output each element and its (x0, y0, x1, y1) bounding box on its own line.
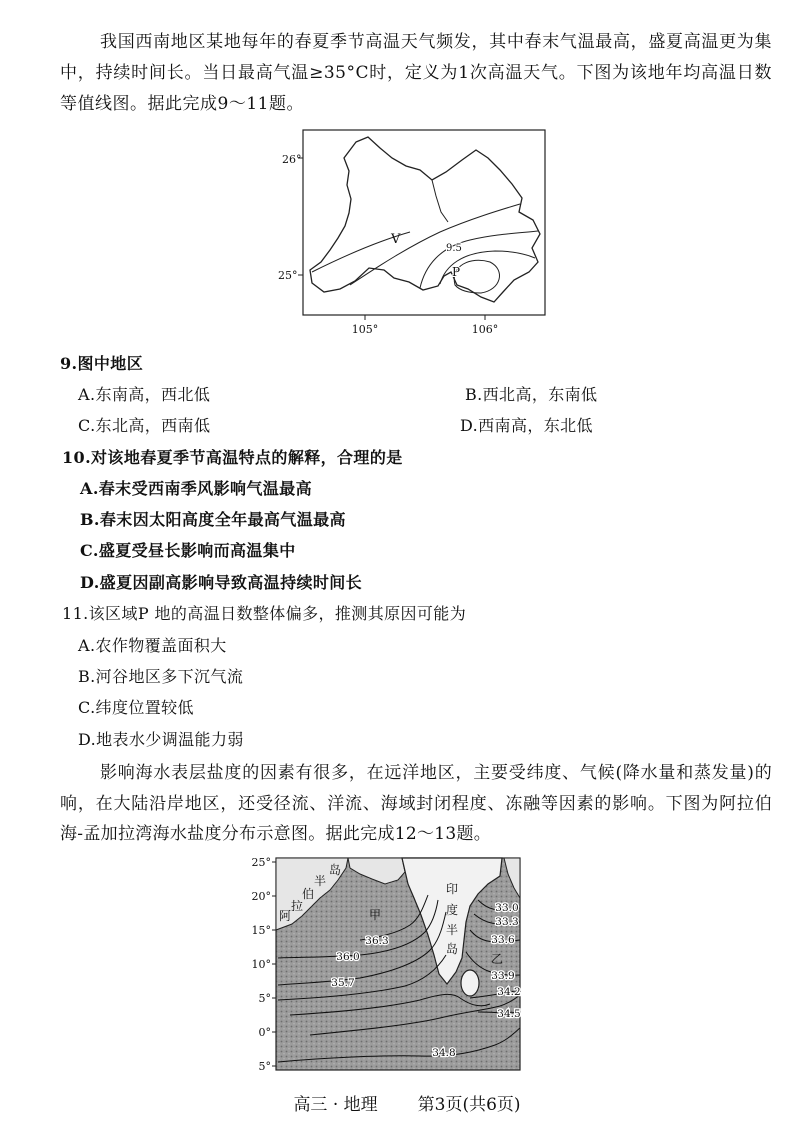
lat-label: 10° (251, 958, 271, 971)
question-11-option-d: D.地表水少调温能力弱 (78, 730, 244, 749)
question-10-option-c: C.盛夏受昼长影响而高温集中 (80, 541, 296, 560)
label-yi: 乙 (490, 952, 504, 966)
label-indian-peninsula-char: 度 (445, 903, 459, 917)
label-v: V (391, 232, 401, 247)
question-11-option-c: C.纬度位置较低 (78, 698, 194, 717)
label-p: P (452, 265, 461, 279)
label-indian-peninsula-char: 半 (445, 923, 459, 937)
question-9-option-c: C.东北高，西南低 (78, 416, 211, 435)
question-11-stem: 11.该区域P 地的高温日数整体偏多，推测其原因可能为 (62, 604, 467, 623)
lat-label: 20° (251, 890, 271, 903)
page-footer (20, 1090, 794, 1120)
label-arabian-peninsula-char: 阿 (279, 909, 292, 923)
question-11-option-b: B.河谷地区多下沉气流 (78, 667, 244, 686)
salinity-value: 34.8 (432, 1047, 456, 1059)
lat-label-25: 25° (278, 269, 298, 282)
salinity-value: 33.9 (491, 970, 515, 982)
land-sri-lanka (461, 970, 479, 996)
question-9-stem: 9.图中地区 (60, 354, 144, 373)
salinity-value: 34.5 (497, 1008, 521, 1020)
salinity-value: 33.0 (495, 902, 519, 914)
label-indian-peninsula-char: 岛 (445, 942, 459, 956)
passage-questions-12-13: 影响海水表层盐度的因素有很多，在远洋地区，主要受纬度、气候(降水量和蒸发量)的响，在大陆沿岸地区，还受径流、洋流、海域封闭程度、冻融等因素的影响。下图为阿拉伯海-孟加拉湾海水盐度分布示意图。据此完成12～13题。 (60, 763, 772, 844)
salinity-value: 34.2 (497, 986, 521, 998)
passage-questions-9-11: 我国西南地区某地每年的春夏季节高温天气频发，其中春末气温最高，盛夏高温更为集中，持续时间长。当日最高气温≥35°C时，定义为1次高温天气。下图为该地年均高温日数等值线图。据此完成9～11题。 (60, 32, 772, 114)
lon-label-105: 105° (351, 323, 379, 336)
question-9-option-a: A.东南高，西北低 (78, 385, 211, 404)
label-indian-peninsula-char: 印 (445, 882, 459, 896)
label-arabian-peninsula-char: 岛 (329, 863, 342, 877)
lat-label: 15° (251, 924, 271, 937)
lat-label-26: 26° (282, 153, 302, 166)
lat-label: 0° (258, 1026, 271, 1039)
map-frame (303, 130, 545, 315)
question-10-stem: 10.对该地春夏季节高温特点的解释，合理的是 (62, 448, 403, 467)
salinity-value: 33.6 (491, 934, 515, 946)
lat-label: 25° (251, 856, 271, 869)
question-10-option-b: B.春末因太阳高度全年最高气温最高 (80, 510, 346, 529)
sea-surface-salinity-map (245, 852, 535, 1077)
label-arabian-peninsula-char: 伯 (302, 887, 315, 901)
label-arabian-peninsula-char: 拉 (291, 899, 304, 913)
salinity-value: 36.3 (365, 935, 389, 947)
lat-label: 5° (258, 1060, 271, 1073)
footer-subject: 高三 · 地理 (293, 1095, 378, 1115)
high-temperature-days-isoline-map (270, 125, 560, 340)
salinity-value: 33.3 (495, 916, 519, 928)
salinity-value: 36.0 (336, 951, 360, 963)
question-9-option-d: D.西南高，东北低 (460, 416, 593, 435)
isoline-value-label: 9.5 (446, 243, 462, 254)
question-10-option-a: A.春末受西南季风影响气温最高 (80, 479, 312, 498)
question-11-option-a: A.农作物覆盖面积大 (78, 636, 227, 655)
label-arabian-peninsula-char: 半 (314, 874, 327, 888)
lat-label: 5° (258, 992, 271, 1005)
footer-page-number: 第3页(共6页) (417, 1095, 521, 1115)
question-9-option-b: B.西北高，东南低 (465, 385, 598, 404)
question-10-option-d: D.盛夏因副高影响导致高温持续时间长 (80, 573, 363, 592)
lon-label-106: 106° (471, 323, 499, 336)
label-jia: 甲 (368, 908, 382, 922)
salinity-value: 35.7 (331, 977, 355, 989)
